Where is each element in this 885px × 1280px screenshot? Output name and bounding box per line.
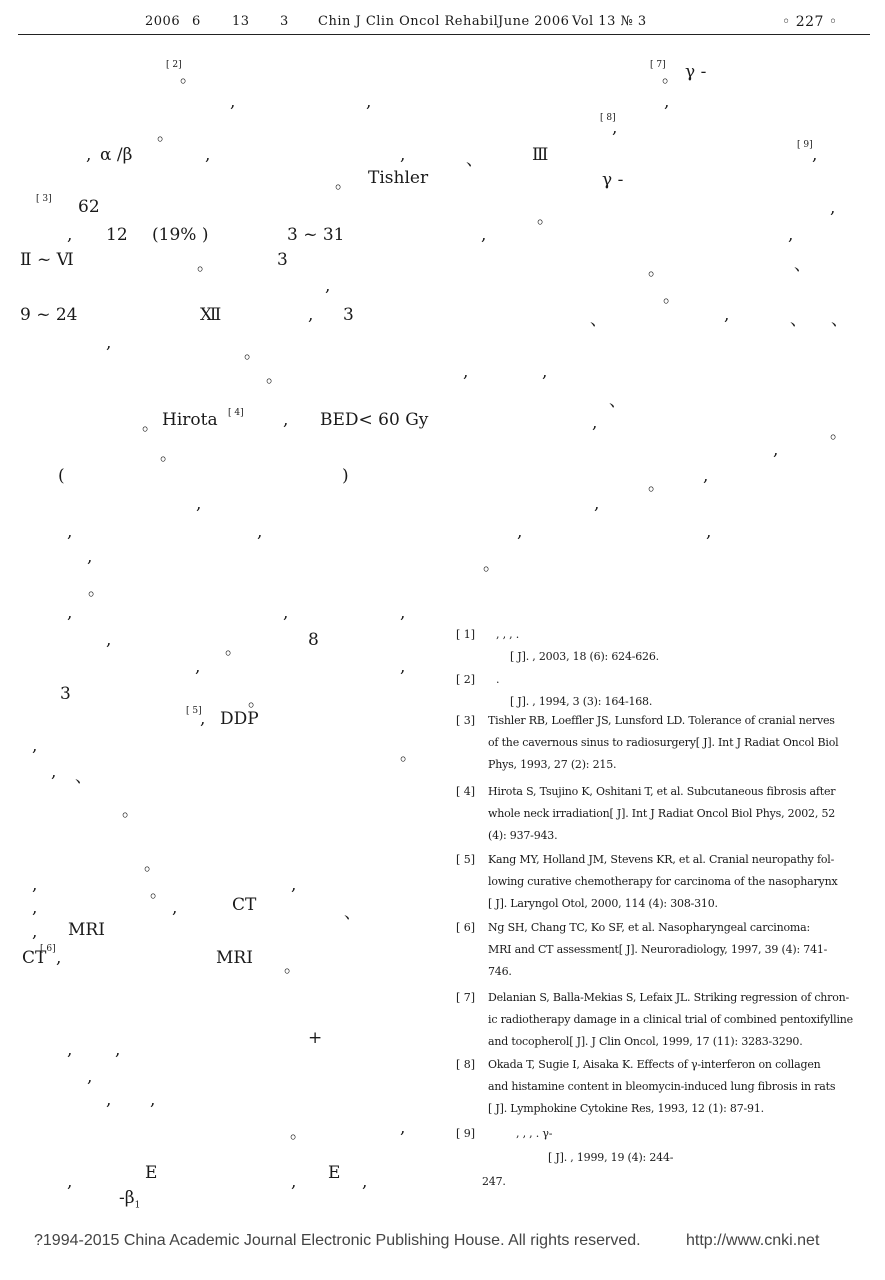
reference-line: [ J]. , 1994, 3 (3): 164-168. (510, 695, 653, 708)
bed-dose: BED< 60 Gy (320, 410, 429, 430)
punct: , (51, 762, 57, 782)
reference-line: Okada T, Sugie I, Aisaka K. Effects of γ-interferon on collagen (488, 1058, 821, 1071)
reference-line: 247. (482, 1175, 506, 1188)
punct: , (481, 225, 487, 245)
citation-8: [ 8] (600, 113, 616, 123)
roman-3: Ⅲ (532, 145, 549, 165)
tgf-beta: $-\beta_1$ (119, 1188, 141, 1211)
reference-line: Tishler RB, Loeffler JS, Lunsford LD. Tolerance of cranial nerves (488, 714, 835, 727)
reference-number: [ 3] (456, 714, 476, 727)
reference-line: Kang MY, Holland JM, Stevens KR, et al. Cranial neuropathy fol- (488, 853, 835, 866)
punct: 。 (266, 367, 283, 387)
punct: , (463, 362, 469, 382)
plus-sign: + (308, 1028, 323, 1048)
punct: , (32, 898, 38, 918)
punct: , (283, 410, 289, 430)
punct: 。 (483, 555, 500, 575)
drug-ddp: DDP (220, 709, 259, 729)
number-3: 3 (277, 250, 288, 270)
range-roman: Ⅱ ~ Ⅵ (20, 250, 74, 270)
citation-2: [ 2] (166, 60, 182, 70)
citation-3: [ 3] (36, 194, 52, 204)
reference-number: [ 8] (456, 1058, 476, 1071)
punct: 。 (537, 208, 554, 228)
punct: , (106, 1090, 112, 1110)
abbr-mri: MRI (68, 920, 105, 940)
punct: , (196, 494, 202, 514)
reference-line: [ J]. Laryngol Otol, 2000, 114 (4): 308-310. (488, 897, 718, 910)
punct: , (67, 1172, 73, 1192)
citation-5: [ 5] (186, 706, 202, 716)
punct: , (87, 547, 93, 567)
punct: , (830, 198, 836, 218)
number-3: 3 (60, 684, 71, 704)
letter-e: E (328, 1163, 341, 1183)
punct: 。 (197, 255, 214, 275)
punct: , (67, 225, 73, 245)
header-volume-issue: Vol 13 № 3 (572, 14, 647, 29)
punct: , (724, 305, 730, 325)
punct: , (56, 948, 62, 968)
reference-line: Hirota S, Tsujino K, Oshitani T, et al. Subcutaneous fibrosis after (488, 785, 836, 798)
abbr-ct: CT (22, 948, 47, 968)
reference-line: Phys, 1993, 27 (2): 215. (488, 758, 617, 771)
alpha-beta-text: α /β (100, 145, 133, 165)
punct: , (703, 466, 709, 486)
punct: 。 (122, 801, 139, 821)
punct: , (67, 1040, 73, 1060)
reference-line: MRI and CT assessment[ J]. Neuroradiology, 1997, 39 (4): 741- (488, 943, 828, 956)
reference-line: Ng SH, Chang TC, Ko SF, et al. Nasopharyngeal carcinoma: (488, 921, 810, 934)
punct: , (230, 92, 236, 112)
punct: , (283, 603, 289, 623)
punct: , (517, 522, 523, 542)
punct: 。 (284, 957, 301, 977)
punct: , (257, 522, 263, 542)
reference-line: lowing curative chemotherapy for carcinoma of the nasopharynx (488, 875, 838, 888)
header-month: 6 (192, 14, 201, 29)
number-3: 3 (343, 305, 354, 325)
header-year: 2006 (145, 14, 181, 29)
punct: , (106, 630, 112, 650)
reference-line: whole neck irradiation[ J]. Int J Radiat Oncol Biol Phys, 2002, 52 (488, 807, 836, 820)
reference-line: [ J]. Lymphokine Cytokine Res, 1993, 12 (1): 87-91. (488, 1102, 764, 1115)
punct: 。 (662, 67, 679, 87)
reference-line: [ J]. , 2003, 18 (6): 624-626. (510, 650, 659, 663)
punct: , (612, 118, 618, 138)
range-9-24: 9 ~ 24 (20, 305, 78, 325)
footer-url[interactable]: http://www.cnki.net (686, 1232, 820, 1249)
citation-7: [ 7] (650, 60, 666, 70)
reference-line: , , , . (496, 628, 520, 641)
punct: 。 (648, 260, 665, 280)
abbr-ct: CT (232, 895, 257, 915)
punct: , (86, 145, 92, 165)
reference-number: [ 5] (456, 853, 476, 866)
punct: , (150, 1090, 156, 1110)
header-volume: 13 (232, 14, 250, 29)
punct: 、 (794, 255, 811, 275)
reference-number: [ 9] (456, 1127, 476, 1140)
page-number: ◦ 227 ◦ (782, 14, 838, 30)
punct: , (706, 522, 712, 542)
punct: 。 (160, 445, 177, 465)
punct: , (366, 92, 372, 112)
abbr-mri: MRI (216, 948, 253, 968)
punct: 、 (590, 310, 607, 330)
letter-e: E (145, 1163, 158, 1183)
punct: , (542, 362, 548, 382)
punct: 、 (831, 310, 848, 330)
punct: 。 (225, 639, 242, 659)
header-journal: Chin J Clin Oncol Rehabil (318, 14, 499, 29)
reference-line: 746. (488, 965, 512, 978)
gamma-text: γ - (602, 170, 624, 190)
punct: , (400, 1118, 406, 1138)
author-tishler: Tishler (368, 168, 429, 188)
punct: 、 (75, 767, 92, 787)
punct: , (291, 1172, 297, 1192)
punct: 、 (344, 903, 361, 923)
punct: 、 (609, 391, 626, 411)
reference-line: Delanian S, Balla-Mekias S, Lefaix JL. Striking regression of chron- (488, 991, 850, 1004)
citation-4: [ 4] (228, 408, 244, 418)
punct: 。 (157, 125, 174, 145)
punct: , (325, 276, 331, 296)
citation-6: [ 6] (40, 944, 56, 954)
reference-number: [ 2] (456, 673, 476, 686)
reference-line: (4): 937-943. (488, 829, 558, 842)
copyright-text: ?1994-2015 China Academic Journal Electronic Publishing House. All rights reserved. (34, 1232, 641, 1249)
punct: 。 (248, 691, 265, 711)
range-3-31: 3 ~ 31 (287, 225, 345, 245)
punct: , (362, 1172, 368, 1192)
punct: , (400, 145, 406, 165)
percent-text: (19% ) (152, 225, 209, 245)
reference-line: ic radiotherapy damage in a clinical trial of combined pentoxifylline (488, 1013, 853, 1026)
punct: , (32, 875, 38, 895)
reference-line: [ J]. , 1999, 19 (4): 244- (548, 1151, 674, 1164)
reference-line: , , , . γ- (516, 1127, 553, 1140)
punct: 。 (144, 855, 161, 875)
punct: , (773, 440, 779, 460)
punct: , (812, 145, 818, 165)
header-issue: 3 (280, 14, 289, 29)
roman-12: Ⅻ (200, 305, 222, 325)
number-62: 62 (78, 197, 100, 217)
punct: , (106, 333, 112, 353)
punct: 。 (648, 475, 665, 495)
punct: , (67, 603, 73, 623)
punct: , (87, 1067, 93, 1087)
punct: 。 (150, 882, 167, 902)
punct: 、 (790, 310, 807, 330)
punct: 。 (142, 415, 159, 435)
reference-line: and tocopherol[ J]. J Clin Oncol, 1999, 17 (11): 3283-3290. (488, 1035, 803, 1048)
punct: , (400, 603, 406, 623)
reference-line: of the cavernous sinus to radiosurgery[ J]. Int J Radiat Oncol Biol (488, 736, 839, 749)
punct: 。 (88, 580, 105, 600)
punct: 。 (400, 745, 417, 765)
punct: 。 (830, 423, 847, 443)
punct: 。 (180, 67, 197, 87)
paren-close: ) (342, 466, 349, 486)
citation-9: [ 9] (797, 140, 813, 150)
reference-number: [ 4] (456, 785, 476, 798)
punct: , (788, 225, 794, 245)
number-12: 12 (106, 225, 128, 245)
reference-number: [ 6] (456, 921, 476, 934)
punct: , (205, 145, 211, 165)
punct: 。 (290, 1123, 307, 1143)
punct: , (195, 657, 201, 677)
punct: , (32, 922, 38, 942)
header-rule (18, 34, 870, 35)
punct: , (308, 305, 314, 325)
punct: 。 (663, 287, 680, 307)
reference-number: [ 1] (456, 628, 476, 641)
number-8: 8 (308, 630, 319, 650)
punct: 。 (335, 173, 352, 193)
punct: 。 (244, 343, 261, 363)
punct: , (291, 875, 297, 895)
punct: , (400, 657, 406, 677)
paren-open: ( (58, 466, 65, 486)
punct: , (664, 92, 670, 112)
header-journal-date: June 2006 (498, 14, 570, 29)
reference-number: [ 7] (456, 991, 476, 1004)
punct: , (592, 413, 598, 433)
punct: , (172, 898, 178, 918)
gamma-text: γ - (685, 62, 707, 82)
reference-line: and histamine content in bleomycin-induced lung fibrosis in rats (488, 1080, 836, 1093)
punct: , (32, 736, 38, 756)
punct: , (67, 522, 73, 542)
reference-line: . (496, 673, 500, 686)
punct: , (200, 709, 206, 729)
punct: , (115, 1040, 121, 1060)
punct: 、 (466, 150, 483, 170)
punct: , (594, 494, 600, 514)
author-hirota: Hirota (162, 410, 218, 430)
